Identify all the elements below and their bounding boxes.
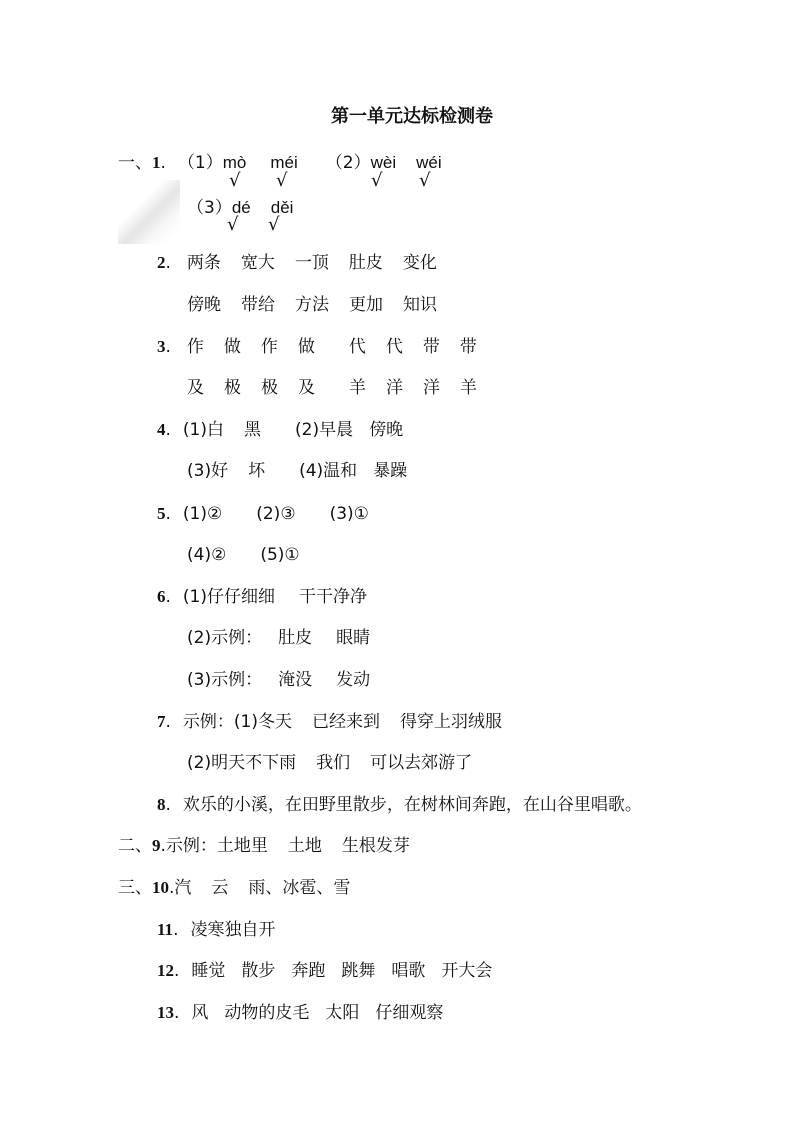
question-1-row-1: 一、1. （1）mò méi （2）wèi wéi	[118, 153, 442, 173]
question-10: 三、10.汽 云 雨、冰雹、雪	[118, 878, 351, 898]
answer-item: 方法	[295, 295, 329, 315]
answer-item: 变化	[402, 253, 437, 273]
pinyin-mei: méi	[270, 153, 298, 172]
section-2-marker: 二、	[118, 836, 152, 856]
question-9: 二、9.示例：土地里 土地 生根发芽	[118, 836, 410, 856]
question-13: 13. 风 动物的皮毛 太阳 仔细观察	[157, 1003, 444, 1023]
check-mark-mo: √	[229, 170, 241, 191]
question-11: 11. 凌寒独自开	[157, 920, 276, 940]
q1-part2-label: （2）	[325, 153, 371, 173]
question-7-row-1: 7. 示例：(1)冬天 已经来到 得穿上羽绒服	[157, 712, 502, 732]
answer-item: 带给	[241, 295, 275, 315]
scan-shadow	[118, 180, 180, 244]
question-1-number: 1	[152, 153, 161, 172]
question-4-number: 4	[157, 420, 166, 439]
question-5-number: 5	[157, 504, 166, 523]
section-1-marker: 一、	[118, 153, 152, 173]
answer-item: 两条	[186, 253, 221, 273]
q1-part1-label: （1）	[177, 153, 223, 173]
question-6-row-1: 6. (1)仔仔细细 干干净净	[157, 587, 367, 607]
pinyin-de: dé	[231, 198, 251, 217]
question-6-row-2: (2)示例： 肚皮 眼睛	[187, 628, 371, 648]
question-4-row-1: 4. (1)白 黑 (2)早晨 傍晚	[157, 420, 404, 440]
question-3-row-2: 及 极 极 及 羊 洋 洋 羊	[187, 378, 477, 398]
check-mark-de: √	[227, 214, 239, 235]
question-12: 12. 睡觉 散步 奔跑 跳舞 唱歌 开大会	[157, 961, 493, 981]
pinyin-wei2: wéi	[416, 153, 442, 172]
question-3-row-1: 3. 作 做 作 做 代 代 带 带	[157, 337, 477, 357]
question-12-number: 12	[157, 961, 174, 980]
question-9-number: 9	[152, 836, 161, 855]
question-11-number: 11	[157, 920, 174, 939]
question-6-number: 6	[157, 587, 166, 606]
check-mark-mei: √	[276, 170, 288, 191]
question-7-number: 7	[157, 712, 166, 731]
question-2-row-1: 2. 两条 宽大 一顶 肚皮 变化	[157, 253, 437, 273]
page-title: 第一单元达标检测卷	[331, 106, 493, 127]
answer-item: 傍晚	[187, 295, 221, 315]
question-3-number: 3	[157, 337, 166, 356]
question-6-row-3: (3)示例： 淹没 发动	[187, 670, 371, 690]
answer-item: 肚皮	[348, 253, 383, 273]
pinyin-wei4: wèi	[370, 153, 397, 172]
question-2-number: 2	[157, 253, 166, 272]
answer-item: 一顶	[294, 253, 329, 273]
question-8: 8. 欢乐的小溪，在田野里散步，在树林间奔跑，在山谷里唱歌。	[157, 795, 642, 815]
answer-item: 知识	[403, 295, 437, 315]
question-5-row-2: (4)② (5)①	[187, 545, 300, 565]
check-mark-dei: √	[268, 214, 280, 235]
question-5-row-1: 5. (1)② (2)③ (3)①	[157, 504, 369, 524]
answer-text: 欢乐的小溪，在田野里散步，在树林间奔跑，在山谷里唱歌。	[182, 795, 642, 815]
check-mark-wei2: √	[419, 170, 431, 191]
answer-item: 更加	[349, 295, 383, 315]
pinyin-dei: děi	[270, 198, 294, 217]
q1-part3-label: （3）	[187, 198, 232, 218]
pinyin-mo: mò	[222, 153, 247, 172]
question-2-row-2	[187, 294, 437, 316]
check-mark-wei4: √	[371, 170, 383, 191]
question-10-number: 10	[152, 878, 169, 897]
question-13-number: 13	[157, 1003, 174, 1022]
question-4-row-2: (3)好 坏 (4)温和 暴躁	[187, 461, 408, 481]
section-3-marker: 三、	[118, 878, 152, 898]
answer-item: 宽大	[240, 253, 275, 273]
question-8-number: 8	[157, 795, 166, 814]
question-7-row-2: (2)明天不下雨 我们 可以去郊游了	[187, 753, 473, 773]
